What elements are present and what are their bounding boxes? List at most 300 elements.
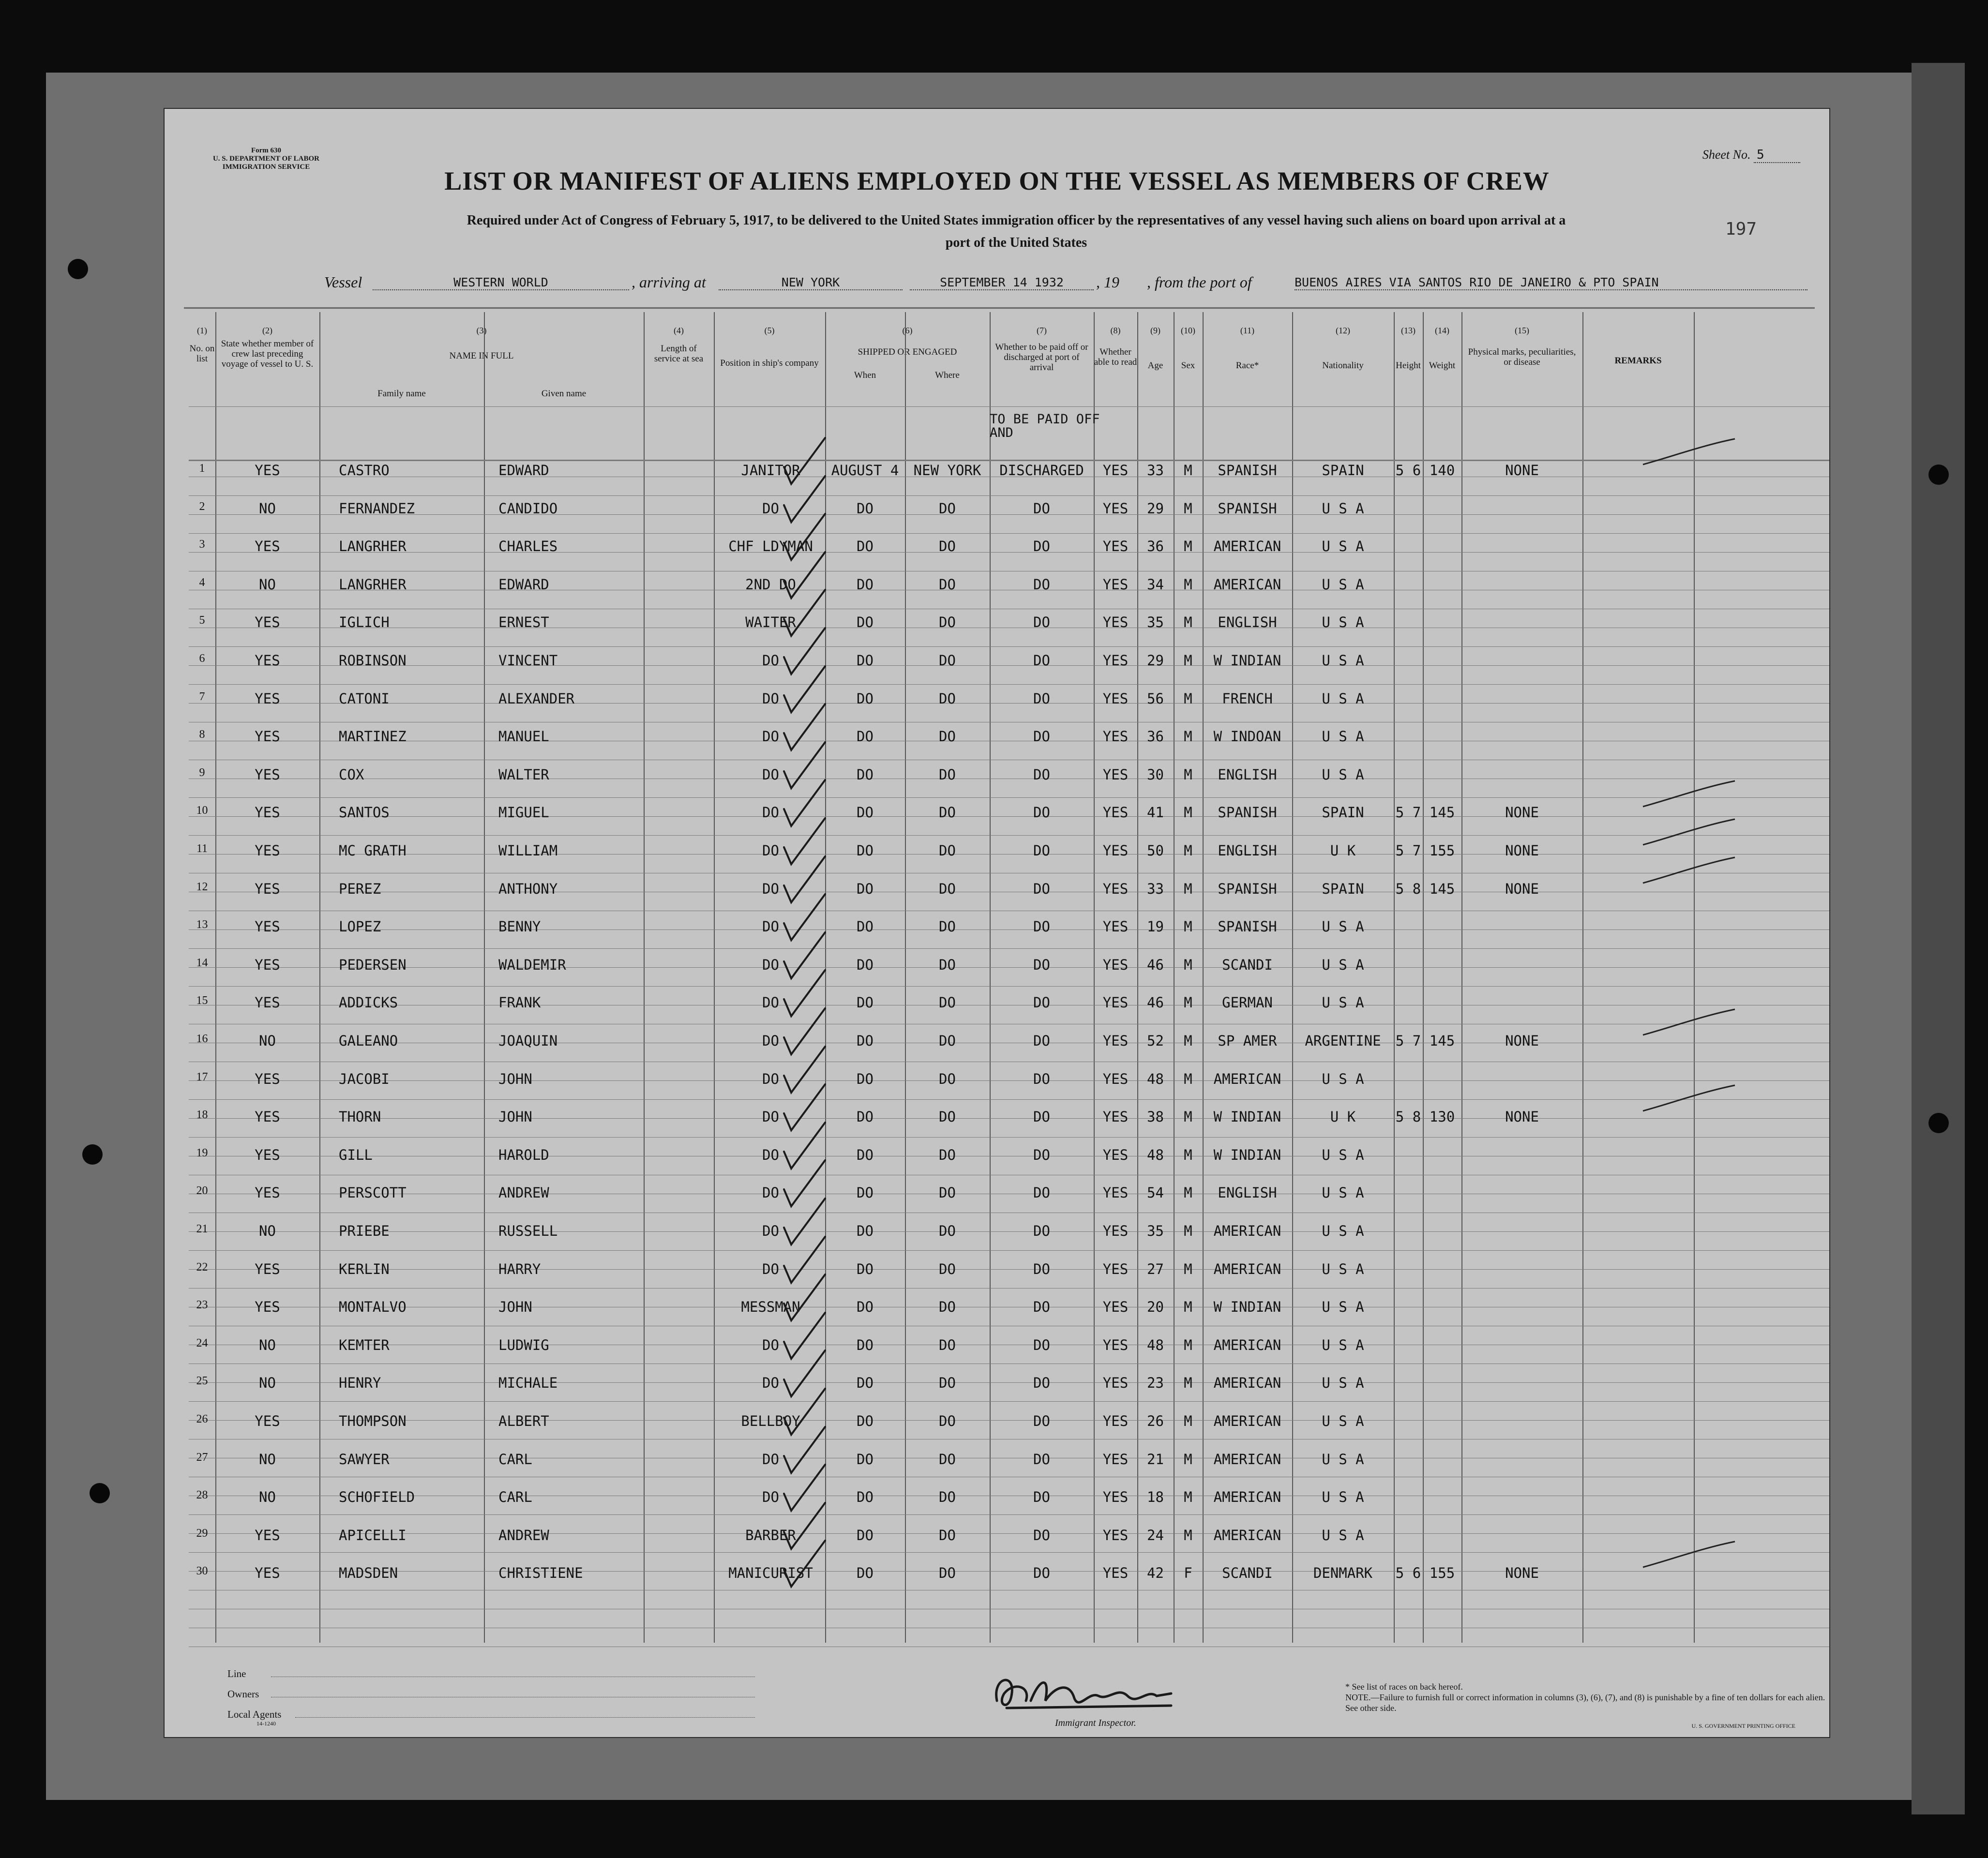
cell-position: DO — [762, 880, 779, 897]
table-row — [189, 1474, 1829, 1512]
col-13-number: (13) — [1401, 326, 1416, 335]
cell-nat: U S A — [1322, 1223, 1364, 1239]
cell-no: 29 — [196, 1527, 208, 1540]
cell-race: FRENCH — [1222, 690, 1273, 707]
cell-age: 48 — [1147, 1146, 1164, 1163]
cell-race: GERMAN — [1222, 994, 1273, 1011]
cell-position: DO — [762, 652, 779, 669]
cell-given: VINCENT — [498, 652, 558, 669]
cell-where: DO — [939, 1146, 956, 1163]
cell-no: 9 — [199, 766, 205, 779]
cell-where: DO — [939, 1336, 956, 1353]
binder-hole — [90, 1483, 110, 1503]
cell-position: DO — [762, 804, 779, 821]
cell-paid: DO — [1033, 1146, 1050, 1163]
remark-stroke-icon — [1641, 438, 1737, 467]
cell-given: CARL — [498, 1451, 532, 1468]
form-code: 14-1240 — [256, 1720, 276, 1727]
cell-where: DO — [939, 1299, 956, 1316]
cell-marks: NONE — [1505, 804, 1539, 821]
cell-position: DO — [762, 1184, 779, 1201]
cell-height: 5 8 — [1395, 1109, 1421, 1125]
cell-prev: YES — [255, 1413, 280, 1429]
table-row — [189, 676, 1829, 714]
cell-age: 48 — [1147, 1070, 1164, 1087]
cell-paid: DO — [1033, 956, 1050, 973]
cell-race: SPANISH — [1218, 804, 1277, 821]
vessel-label: Vessel — [324, 273, 362, 291]
cell-position: DO — [762, 1033, 779, 1049]
col-6a-header: When — [854, 370, 876, 380]
cell-weight: 145 — [1429, 804, 1455, 821]
cell-prev: YES — [255, 994, 280, 1011]
cell-when: DO — [857, 1299, 874, 1316]
cell-nat: U S A — [1322, 1299, 1364, 1316]
cell-paid: DO — [1033, 1451, 1050, 1468]
cell-prev: NO — [259, 1336, 276, 1353]
cell-read: YES — [1102, 1146, 1129, 1163]
col-15-number: (15) — [1515, 326, 1529, 335]
cell-read: YES — [1102, 1413, 1129, 1429]
cell-given: JOHN — [498, 1299, 532, 1316]
cell-sex: M — [1184, 1146, 1192, 1163]
cell-when: DO — [857, 1565, 874, 1582]
table-row — [189, 1550, 1829, 1588]
cell-when: AUGUST 4 — [831, 462, 899, 479]
cell-read: YES — [1102, 652, 1129, 669]
cell-age: 30 — [1147, 766, 1164, 783]
sheet-number-label: Sheet No. — [1702, 148, 1751, 162]
cell-no: 20 — [196, 1184, 208, 1198]
cell-where: DO — [939, 994, 956, 1011]
col-10-number: (10) — [1181, 326, 1195, 335]
cell-sex: M — [1184, 1223, 1192, 1239]
cell-prev: YES — [255, 1146, 280, 1163]
cell-nat: U S A — [1322, 956, 1364, 973]
cell-race: AMERICAN — [1213, 1336, 1281, 1353]
table-row — [189, 828, 1829, 866]
cell-no: 8 — [199, 728, 205, 741]
cell-sex: M — [1184, 1033, 1192, 1049]
cell-sex: M — [1184, 1260, 1192, 1277]
cell-when: DO — [857, 500, 874, 517]
cell-height: 5 7 — [1395, 1033, 1421, 1049]
cell-where: DO — [939, 1451, 956, 1468]
cell-when: DO — [857, 880, 874, 897]
cell-sex: M — [1184, 462, 1192, 479]
cell-where: DO — [939, 1565, 956, 1582]
table-row — [189, 1246, 1829, 1284]
cell-when: DO — [857, 1184, 874, 1201]
cell-nat: U S A — [1322, 1070, 1364, 1087]
table-row — [189, 638, 1829, 675]
signature-caption: Immigrant Inspector. — [1055, 1718, 1136, 1728]
cell-when: DO — [857, 842, 874, 859]
cell-given: RUSSELL — [498, 1223, 558, 1239]
cell-race: ENGLISH — [1218, 766, 1277, 783]
cell-when: DO — [857, 1109, 874, 1125]
table-row — [189, 1018, 1829, 1056]
cell-no: 4 — [199, 576, 205, 589]
cell-paid: DO — [1033, 880, 1050, 897]
cell-given: MANUEL — [498, 728, 549, 745]
cell-given: ANTHONY — [498, 880, 558, 897]
page-stamp: 197 — [1725, 219, 1757, 239]
remark-stroke-icon — [1641, 1008, 1737, 1037]
cell-no: 24 — [196, 1336, 208, 1349]
cell-family: MADSDEN — [339, 1565, 398, 1582]
cell-where: DO — [939, 728, 956, 745]
cell-read: YES — [1102, 1223, 1129, 1239]
cell-family: ROBINSON — [339, 652, 407, 669]
cell-where: DO — [939, 1413, 956, 1429]
cell-no: 25 — [196, 1375, 208, 1388]
cell-race: SPANISH — [1218, 462, 1277, 479]
cell-position: CHF LDYMAN — [728, 538, 813, 555]
cell-nat: SPAIN — [1322, 462, 1364, 479]
grid-header-line — [189, 406, 1829, 407]
cell-paid: DO — [1033, 652, 1050, 669]
cell-age: 48 — [1147, 1336, 1164, 1353]
table-row — [189, 752, 1829, 790]
col-11-number: (11) — [1240, 326, 1255, 335]
cell-when: DO — [857, 1033, 874, 1049]
cell-paid: DO — [1033, 1489, 1050, 1506]
cell-when: DO — [857, 918, 874, 935]
cell-when: DO — [857, 1413, 874, 1429]
cell-sex: M — [1184, 880, 1192, 897]
cell-where: DO — [939, 918, 956, 935]
table-row — [189, 1132, 1829, 1170]
table-row — [189, 1398, 1829, 1436]
cell-no: 30 — [196, 1565, 208, 1578]
agents-label: Local Agents — [227, 1708, 282, 1720]
year-label: , 19 — [1096, 273, 1119, 291]
cell-where: DO — [939, 1489, 956, 1506]
cell-race: SPANISH — [1218, 918, 1277, 935]
cell-race: W INDIAN — [1213, 1146, 1281, 1163]
cell-nat: U S A — [1322, 1184, 1364, 1201]
cell-prev: YES — [255, 842, 280, 859]
cell-prev: YES — [255, 1260, 280, 1277]
cell-prev: YES — [255, 462, 280, 479]
cell-position: DO — [762, 1375, 779, 1392]
cell-height: 5 7 — [1395, 842, 1421, 859]
cell-nat: U S A — [1322, 1146, 1364, 1163]
cell-age: 41 — [1147, 804, 1164, 821]
col-12-header: Nationality — [1322, 360, 1364, 371]
inspector-signature — [978, 1648, 1190, 1725]
cell-family: SCHOFIELD — [339, 1489, 415, 1506]
agents-field — [295, 1717, 755, 1718]
cell-no: 1 — [199, 462, 205, 475]
cell-marks: NONE — [1505, 462, 1539, 479]
cell-no: 22 — [196, 1260, 208, 1274]
cell-where: DO — [939, 842, 956, 859]
cell-nat: DENMARK — [1313, 1565, 1373, 1582]
cell-prev: YES — [255, 1070, 280, 1087]
cell-when: DO — [857, 690, 874, 707]
col-3-number: (3) — [476, 326, 487, 335]
cell-when: DO — [857, 1260, 874, 1277]
cell-no: 21 — [196, 1223, 208, 1235]
cell-position: MESSMAN — [741, 1299, 800, 1316]
cell-age: 35 — [1147, 1223, 1164, 1239]
note-races: * See list of races on back hereof. — [1345, 1682, 1463, 1692]
cell-prev: YES — [255, 652, 280, 669]
cell-prev: NO — [259, 1375, 276, 1392]
col-3b-header: Given name — [541, 389, 587, 399]
cell-no: 26 — [196, 1413, 208, 1425]
from-port: BUENOS AIRES VIA SANTOS RIO DE JANEIRO & PTO SPAIN — [1295, 275, 1807, 290]
cell-position: DO — [762, 1223, 779, 1239]
cell-given: WALTER — [498, 766, 549, 783]
subtitle-line-1: Required under Act of Congress of February 5, 1917, to be delivered to the United States immigration officer by the representatives of any vessel having such aliens on board upon arrival at a — [467, 213, 1566, 228]
department: U. S. DEPARTMENT OF LABOR — [212, 155, 320, 163]
cell-read: YES — [1102, 1260, 1129, 1277]
cell-race: ENGLISH — [1218, 614, 1277, 631]
cell-nat: U S A — [1322, 576, 1364, 593]
cell-family: MARTINEZ — [339, 728, 407, 745]
cell-height: 5 7 — [1395, 804, 1421, 821]
col-6b-header: Where — [935, 370, 960, 380]
cell-prev: YES — [255, 880, 280, 897]
cell-sex: M — [1184, 1527, 1192, 1543]
cell-read: YES — [1102, 614, 1129, 631]
cell-position: DO — [762, 956, 779, 973]
table-row — [189, 866, 1829, 904]
cell-sex: M — [1184, 1336, 1192, 1353]
cell-no: 16 — [196, 1033, 208, 1045]
cell-sex: M — [1184, 956, 1192, 973]
col-5-number: (5) — [764, 326, 775, 335]
cell-nat: SPAIN — [1322, 880, 1364, 897]
cell-race: SCANDI — [1222, 1565, 1273, 1582]
cell-position: DO — [762, 994, 779, 1011]
cell-paid: DO — [1033, 576, 1050, 593]
cell-no: 13 — [196, 918, 208, 931]
cell-marks: NONE — [1505, 1033, 1539, 1049]
cell-sex: M — [1184, 614, 1192, 631]
cell-sex: M — [1184, 842, 1192, 859]
cell-nat: U S A — [1322, 1336, 1364, 1353]
table-row — [189, 524, 1829, 561]
cell-race: AMERICAN — [1213, 1489, 1281, 1506]
cell-sex: M — [1184, 576, 1192, 593]
cell-prev: YES — [255, 690, 280, 707]
cell-read: YES — [1102, 918, 1129, 935]
cell-race: AMERICAN — [1213, 1260, 1281, 1277]
cell-sex: F — [1184, 1565, 1192, 1582]
cell-prev: YES — [255, 956, 280, 973]
col-3-header: NAME IN FULL — [449, 351, 514, 361]
cell-sex: M — [1184, 1109, 1192, 1125]
cell-age: 33 — [1147, 462, 1164, 479]
arrival-date: SEPTEMBER 14 1932 — [910, 275, 1094, 290]
cell-family: GALEANO — [339, 1033, 398, 1049]
cell-position: DO — [762, 842, 779, 859]
col-15-header: Physical marks, peculiarities, or disease — [1468, 347, 1576, 367]
cell-nat: U S A — [1322, 538, 1364, 555]
cell-weight: 145 — [1429, 1033, 1455, 1049]
cell-when: DO — [857, 614, 874, 631]
col-8-header: Whether able to read — [1094, 347, 1137, 367]
cell-sex: M — [1184, 690, 1192, 707]
cell-family: MC GRATH — [339, 842, 407, 859]
cell-where: DO — [939, 1070, 956, 1087]
cell-nat: U S A — [1322, 766, 1364, 783]
cell-family: CASTRO — [339, 462, 390, 479]
table-row — [189, 904, 1829, 942]
cell-nat: ARGENTINE — [1305, 1033, 1381, 1049]
cell-age: 34 — [1147, 576, 1164, 593]
cell-race: ENGLISH — [1218, 842, 1277, 859]
cell-sex: M — [1184, 1299, 1192, 1316]
cell-given: ERNEST — [498, 614, 549, 631]
cell-paid: DO — [1033, 1223, 1050, 1239]
note-penalty: NOTE.—Failure to furnish full or correct information in columns (3), (6), (7), and (8) is punishable by a fine of ten dollars for each alien. See other side. — [1345, 1693, 1825, 1713]
cell-where: DO — [939, 1223, 956, 1239]
cell-age: 27 — [1147, 1260, 1164, 1277]
cell-prev: NO — [259, 1033, 276, 1049]
cell-family: KERLIN — [339, 1260, 390, 1277]
table-row — [189, 1360, 1829, 1398]
cell-given: HAROLD — [498, 1146, 549, 1163]
cell-where: DO — [939, 1184, 956, 1201]
remark-stroke-icon — [1641, 856, 1737, 885]
cell-family: LANGRHER — [339, 538, 407, 555]
cell-sex: M — [1184, 500, 1192, 517]
cell-when: DO — [857, 1146, 874, 1163]
cell-read: YES — [1102, 804, 1129, 821]
cell-where: DO — [939, 1260, 956, 1277]
cell-paid: DISCHARGED — [999, 462, 1084, 479]
cell-when: DO — [857, 538, 874, 555]
cell-when: DO — [857, 766, 874, 783]
vessel-line — [324, 273, 1810, 293]
cell-paid: DO — [1033, 728, 1050, 745]
cell-read: YES — [1102, 1375, 1129, 1392]
cell-nat: U K — [1330, 1109, 1356, 1125]
cell-sex: M — [1184, 804, 1192, 821]
arriving-port: NEW YORK — [719, 275, 903, 290]
cell-paid: DO — [1033, 1336, 1050, 1353]
col-2-header: State whether member of crew last preceding voyage of vessel to U. S. — [221, 339, 314, 369]
cell-prev: YES — [255, 918, 280, 935]
cell-no: 14 — [196, 956, 208, 969]
cell-paid: DO — [1033, 538, 1050, 555]
cell-prev: YES — [255, 1565, 280, 1582]
cell-given: CHARLES — [498, 538, 558, 555]
cell-where: DO — [939, 576, 956, 593]
table-row — [189, 1284, 1829, 1322]
cell-paid: DO — [1033, 766, 1050, 783]
cell-prev: YES — [255, 1299, 280, 1316]
cell-paid: DO — [1033, 1070, 1050, 1087]
cell-race: W INDIAN — [1213, 1299, 1281, 1316]
cell-read: YES — [1102, 1109, 1129, 1125]
col-4-number: (4) — [674, 326, 684, 335]
cell-paid: DO — [1033, 690, 1050, 707]
cell-nat: U S A — [1322, 918, 1364, 935]
cell-nat: U S A — [1322, 614, 1364, 631]
cell-given: JOHN — [498, 1109, 532, 1125]
cell-race: AMERICAN — [1213, 1527, 1281, 1543]
cell-where: DO — [939, 1375, 956, 1392]
col-11-header: Race* — [1235, 360, 1259, 371]
cell-prev: NO — [259, 1223, 276, 1239]
cell-race: AMERICAN — [1213, 576, 1281, 593]
col-9-header: Age — [1147, 360, 1163, 371]
cell-where: DO — [939, 1033, 956, 1049]
cell-when: DO — [857, 994, 874, 1011]
cell-read: YES — [1102, 728, 1129, 745]
cell-when: DO — [857, 1223, 874, 1239]
from-port-label: , from the port of — [1147, 273, 1252, 291]
col-5-header: Position in ship's company — [720, 358, 819, 368]
row1-paid-extra: TO BE PAID OFF AND — [990, 412, 1100, 440]
cell-paid: DO — [1033, 804, 1050, 821]
cell-age: 56 — [1147, 690, 1164, 707]
col-14-header: Weight — [1429, 360, 1456, 371]
cell-given: LUDWIG — [498, 1336, 549, 1353]
cell-race: W INDOAN — [1213, 728, 1281, 745]
cell-family: SANTOS — [339, 804, 390, 821]
table-row — [189, 980, 1829, 1018]
cell-age: 26 — [1147, 1413, 1164, 1429]
cell-position: 2ND DO — [745, 576, 796, 593]
cell-paid: DO — [1033, 1260, 1050, 1277]
cell-family: PEREZ — [339, 880, 381, 897]
cell-nat: U S A — [1322, 652, 1364, 669]
cell-marks: NONE — [1505, 842, 1539, 859]
cell-given: ALEXANDER — [498, 690, 575, 707]
cell-paid: DO — [1033, 1565, 1050, 1582]
cell-no: 2 — [199, 500, 205, 513]
cell-sex: M — [1184, 728, 1192, 745]
cell-weight: 155 — [1429, 842, 1455, 859]
col-2-number: (2) — [262, 326, 272, 335]
cell-position: DO — [762, 1336, 779, 1353]
cell-family: MONTALVO — [339, 1299, 407, 1316]
cell-read: YES — [1102, 842, 1129, 859]
header-rule — [184, 307, 1815, 309]
col-9-number: (9) — [1150, 326, 1160, 335]
cell-where: DO — [939, 538, 956, 555]
service: IMMIGRATION SERVICE — [222, 163, 310, 171]
subtitle-line-2: port of the United States — [945, 235, 1087, 250]
remark-stroke-icon — [1641, 780, 1737, 809]
remarks-header: REMARKS — [1614, 356, 1662, 366]
cell-given: FRANK — [498, 994, 541, 1011]
table-row — [189, 448, 1829, 485]
cell-read: YES — [1102, 462, 1129, 479]
cell-marks: NONE — [1505, 1109, 1539, 1125]
cell-no: 3 — [199, 538, 205, 551]
cell-height: 5 6 — [1395, 462, 1421, 479]
cell-age: 52 — [1147, 1033, 1164, 1049]
cell-nat: U S A — [1322, 500, 1364, 517]
cell-when: DO — [857, 956, 874, 973]
table-row — [189, 562, 1829, 599]
cell-race: AMERICAN — [1213, 1413, 1281, 1429]
cell-position: DO — [762, 1451, 779, 1468]
cell-no: 23 — [196, 1299, 208, 1312]
cell-position: DO — [762, 1070, 779, 1087]
cell-when: DO — [857, 652, 874, 669]
cell-race: AMERICAN — [1213, 1223, 1281, 1239]
cell-nat: SPAIN — [1322, 804, 1364, 821]
